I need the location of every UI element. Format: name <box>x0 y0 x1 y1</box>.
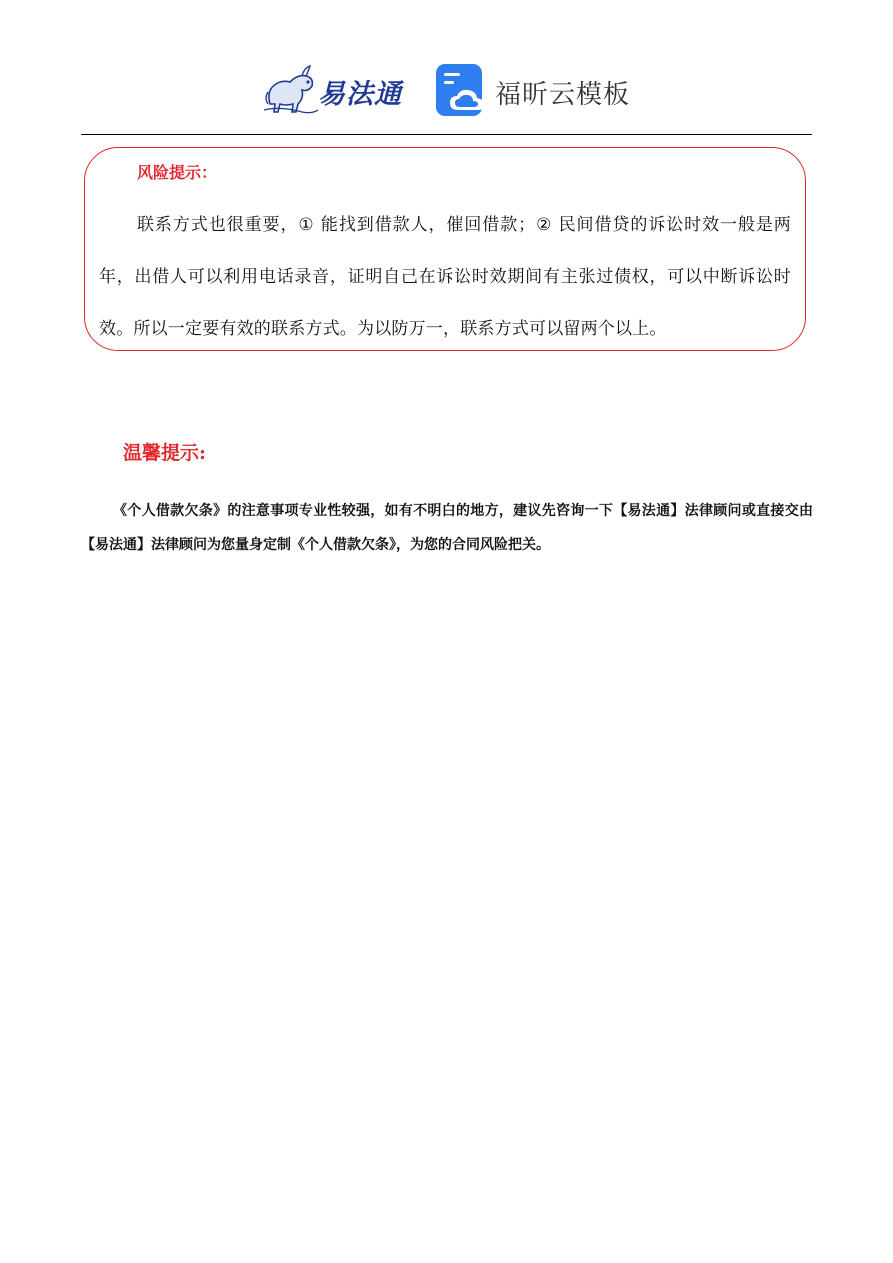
qilin-icon <box>262 60 320 116</box>
yifatong-logo-text: 易法通 <box>318 79 402 110</box>
risk-warning-body: 联系方式也很重要，① 能找到借款人，催回借款；② 民间借贷的诉讼时效一般是两年，出借人可以利用电话录音，证明自己在诉讼时效期间有主张过债权，可以中断诉讼时效。所以一定要有效的联系方式。为以防万一，联系方式可以留两个以上。 <box>99 215 791 339</box>
risk-warning-title: 风险提示： <box>137 163 218 182</box>
risk-warning-box <box>84 147 806 351</box>
header-divider <box>81 134 812 135</box>
tips-body: 《个人借款欠条》的注意事项专业性较强，如有不明白的地方，建议先咨询一下【易法通】法律顾问或直接交由【易法通】法律顾问为您量身定制《个人借款欠条》，为您的合同风险把关。 <box>81 503 813 553</box>
tips-title: 温馨提示: <box>123 442 207 464</box>
fuxin-logo-text: 福昕云模板 <box>495 80 631 110</box>
cloud-document-icon <box>436 64 488 116</box>
yifatong-logo <box>262 58 412 120</box>
page-header <box>0 58 893 124</box>
fuxin-logo <box>436 64 636 118</box>
